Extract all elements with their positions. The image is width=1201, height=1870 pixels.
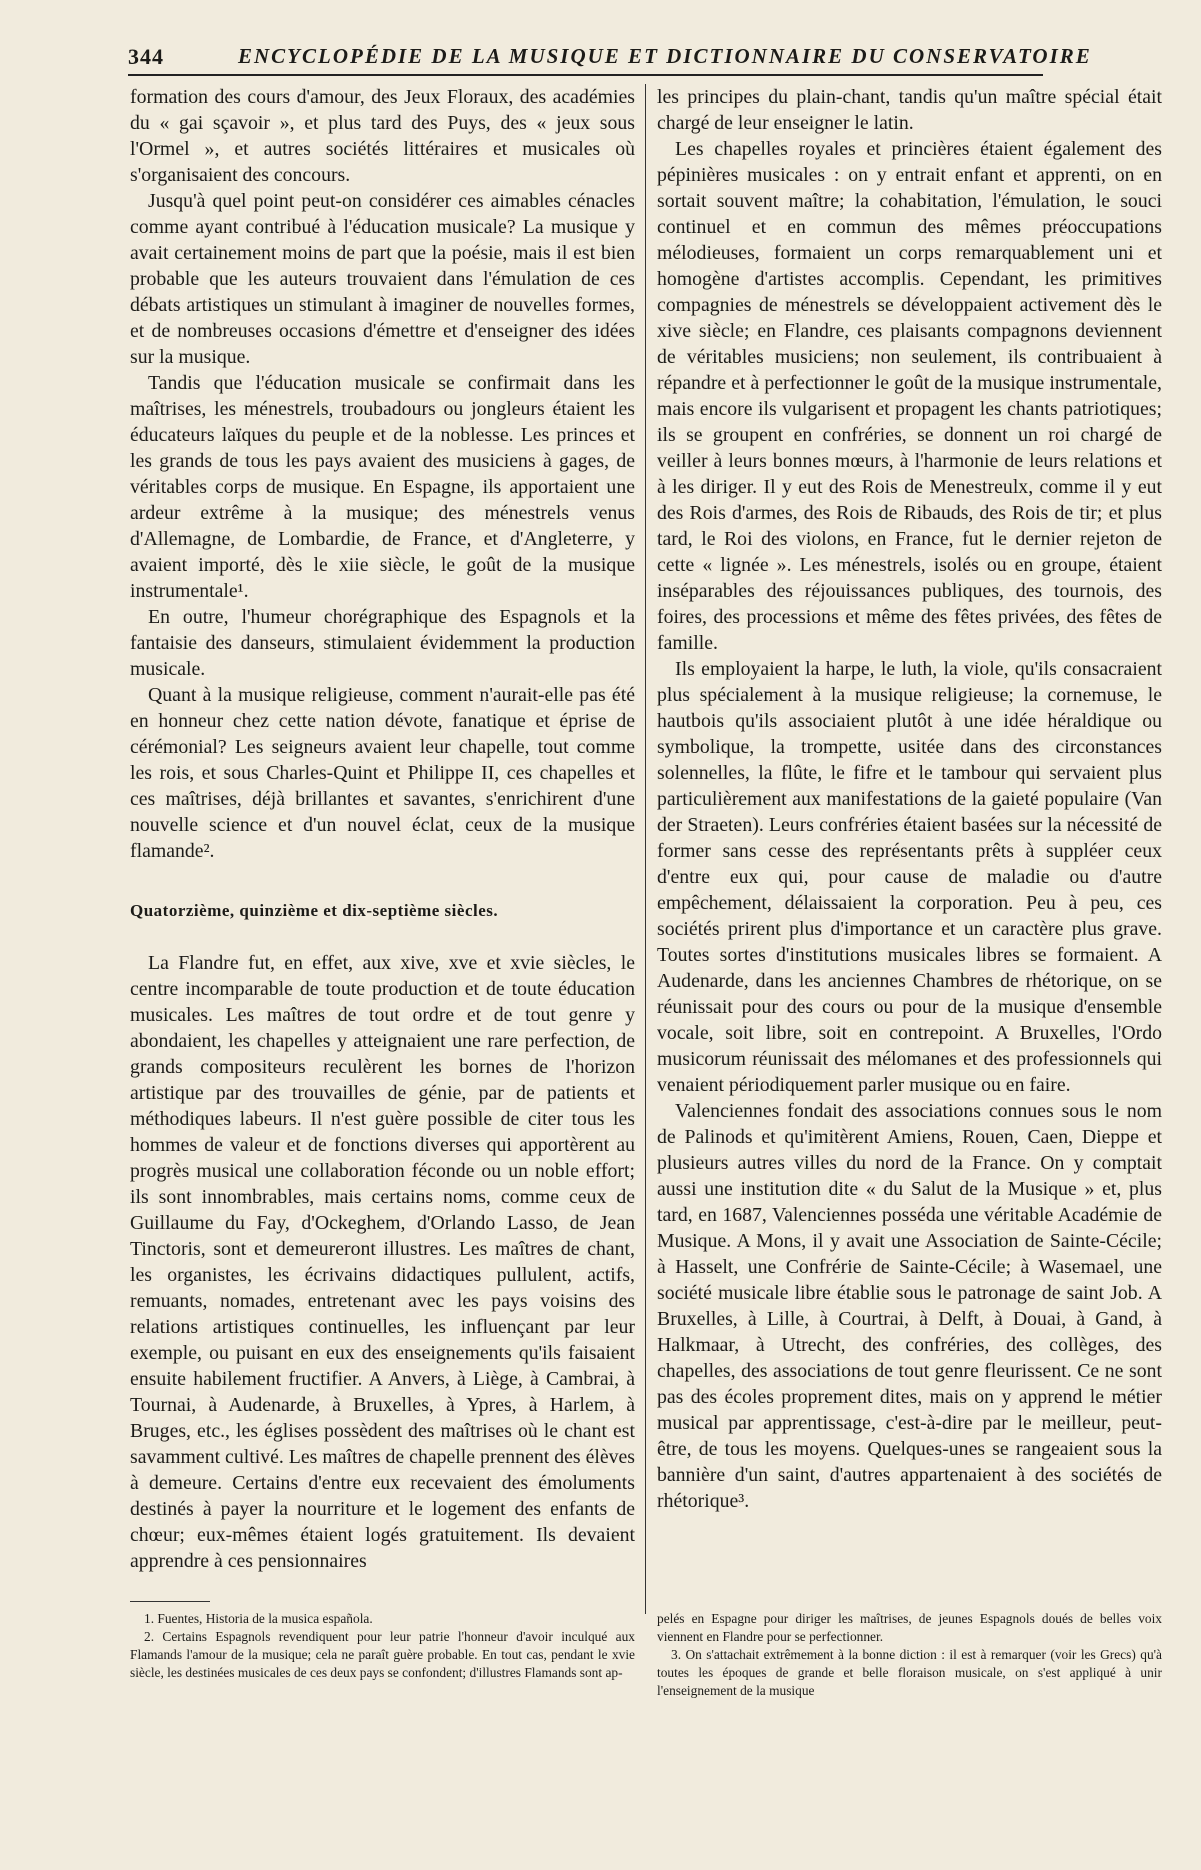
paragraph: Valenciennes fondait des associations connues sous le nom de Palinods et qu'imitèrent Amiens, Rouen, Caen, Dieppe et plusieurs autres villes du nord de la France. On y comptait aussi une institution dite « du Salut de la Musique » et, plus tard, en 1687, Valenciennes posséda une véritable Académie de Musique. A Mons, il y avait une Association de Sainte-Cécile; à Hasselt, une Confrérie de Sainte-Cécile; à Wasemael, une société musicale libre établie sous le patronage de saint Job. A Bruxelles, à Lille, à Courtrai, à Delft, à Douai, à Gand, à Halkmaar, à Utrecht, des confréries, des collèges, des chapelles, des associations de tout genre fleurissent. Ce ne sont pas des écoles proprement dites, mais on y apprend le métier musical par apprentissage, c'est-à-dire par le meilleur, peut-être, de tous les moyens. Quelques-unes se rangeaient sous la bannière d'un saint, d'autres appartenaient à des sociétés de rhétorique³. bbox=[657, 1100, 1162, 1512]
running-title: ENCYCLOPÉDIE DE LA MUSIQUE ET DICTIONNAIRE DU CONSERVATOIRE bbox=[238, 44, 1092, 68]
paragraph: Tandis que l'éducation musicale se confirmait dans les maîtrises, les ménestrels, troubadours ou jongleurs étaient les éducateurs laïques du peuple et de la noblesse. Les princes et les grands de tous les pays avaient des musiciens à gages, de véritables corps de musique. En Espagne, ils apportaient une ardeur extrême à la musique; des ménestrels venus d'Allemagne, de Lombardie, de France, et d'Angleterre, y avaient importé, dès le xiie siècle, le goût de la musique instrumentale¹. bbox=[130, 372, 635, 602]
page-header bbox=[128, 42, 1092, 76]
footnote-2: 2. Certains Espagnols revendiquent pour leur patrie l'honneur d'avoir inculqué aux Flamands l'amour de la musique; cela ne paraît guère probable. En tout cas, pendant le xvie siècle, les destinées musicales de ces deux pays se confondent; d'illustres Flamands sont ap- bbox=[130, 1629, 635, 1680]
footnote-2-continued: pelés en Espagne pour diriger les maîtrises, de jeunes Espagnols doués de belles voix viennent en Flandre pour se perfectionner. bbox=[657, 1611, 1162, 1644]
paragraph: En outre, l'humeur chorégraphique des Espagnols et la fantaisie des danseurs, stimulaient évidemment la production musicale. bbox=[130, 606, 635, 680]
paragraph: La Flandre fut, en effet, aux xive, xve et xvie siècles, le centre incomparable de toute production et de toute éducation musicales. Les maîtres de tout ordre et de tout genre y abondaient, les chapelles y atteignaient une rare perfection, de grands compositeurs reculèrent les bornes de l'horizon artistique par des trouvailles de génie, par de patients et méthodiques labeurs. Il n'est guère possible de citer tous les hommes de valeur et de fonctions diverses qui apportèrent au progrès musical une collaboration féconde ou un noble effort; ils sont innombrables, mais certains noms, comme ceux de Guillaume du Fay, d'Ockeghem, d'Orlando Lasso, de Jean Tinctoris, sont et demeureront illustres. Les maîtres de chant, les organistes, les écrivains didactiques pullulent, actifs, remuants, nomades, entretenant avec les pays voisins des relations artistiques continuelles, les influençant par leur exemple, ou puisant en eux des enseignements qu'ils faisaient ensuite habilement fructifier. A Anvers, à Liège, à Cambrai, à Tournai, à Audenarde, à Bruxelles, à Ypres, à Harlem, à Bruges, etc., les églises possèdent des maîtrises où le chant est savamment cultivé. Les maîtres de chapelle prennent des élèves à demeure. Certains d'entre eux recevaient des émoluments destinés à payer la nourriture et le logement des enfants de chœur; eux-mêmes étaient logés gratuitement. Ils devaient apprendre à ces pensionnaires bbox=[130, 952, 635, 1572]
footnote-1: 1. Fuentes, Historia de la musica española. bbox=[144, 1611, 373, 1626]
right-column bbox=[657, 84, 1162, 1514]
paragraph: Ils employaient la harpe, le luth, la viole, qu'ils consacraient plus spécialement à la musique religieuse; la cornemuse, le hautbois qu'ils associaient plutôt à une idée héraldique ou symbolique, la trompette, usitée dans des circonstances solennelles, la flûte, le fifre et le tambour qui servaient plus particulièrement aux manifestations de la gaieté populaire (Van der Straeten). Leurs confréries étaient basées sur la nécessité de former sans cesse des représentants prêts à suppléer ceux d'entre eux qui, pour cause de maladie ou d'autre empêchement, délaissaient la corporation. Peu à peu, ces sociétés prirent plus d'importance et un caractère plus grave. Toutes sortes d'institutions musicales libres se formaient. A Audenarde, dans les anciennes Chambres de rhétorique, on se réunissait pour des cours ou pour de la musique d'ensemble vocale, soit libre, soit en contrepoint. A Bruxelles, l'Ordo musicorum réunissait des mélomanes et des professionnels qui venaient périodiquement parler musique ou en faire. bbox=[657, 658, 1162, 1096]
column-divider bbox=[645, 84, 646, 1614]
footnote-3: 3. On s'attachait extrêmement à la bonne diction : il est à remarquer (voir les Grecs) qu'à toutes les époques de grande et belle floraison musicale, on s'est appliqué à unir l'enseignement de la musique bbox=[657, 1647, 1162, 1698]
paragraph: Jusqu'à quel point peut-on considérer ces aimables cénacles comme ayant contribué à l'éducation musicale? La musique y avait certainement moins de part que la poésie, mais il est bien probable que les auteurs trouvaient dans l'émulation de ces débats artistiques un stimulant à imaginer de nouvelles formes, et de nombreuses occasions d'émettre et d'enseigner des idées sur la musique. bbox=[130, 190, 635, 368]
paragraph: formation des cours d'amour, des Jeux Floraux, des académies du « gai sçavoir », et plus tard des Puys, des « jeux sous l'Ormel », et autres sociétés littéraires et musicales où s'organisaient des concours. bbox=[130, 86, 635, 186]
footnote-divider bbox=[130, 1601, 210, 1602]
left-column bbox=[130, 84, 635, 1574]
footnotes-left bbox=[130, 1610, 635, 1682]
footnotes-right bbox=[657, 1610, 1162, 1700]
paragraph: Quant à la musique religieuse, comment n'aurait-elle pas été en honneur chez cette nation dévote, fanatique et éprise de cérémonial? Les seigneurs avaient leur chapelle, tout comme les rois, et sous Charles-Quint et Philippe II, ces chapelles et ces maîtrises, déjà brillantes et savantes, s'enrichirent d'une nouvelle science et d'un nouvel éclat, ceux de la musique flamande². bbox=[130, 684, 635, 862]
section-heading: Quatorzième, quinzième et dix-septième siècles. bbox=[130, 901, 499, 920]
paragraph: les principes du plain-chant, tandis qu'un maître spécial était chargé de leur enseigner le latin. bbox=[657, 86, 1162, 134]
page-number: 344 bbox=[128, 44, 164, 69]
paragraph: Les chapelles royales et princières étaient également des pépinières musicales : on y entrait enfant et apprenti, on en sortait souvent maître; la cohabitation, l'émulation, le souci continuel et en commun des mêmes préoccupations mélodieuses, formaient un corps remarquablement uni et homogène d'artistes accomplis. Cependant, les primitives compagnies de ménestrels se développaient activement dès le xive siècle; en Flandre, ces plaisants compagnons deviennent de véritables musiciens; non seulement, ils contribuaient à répandre et à perfectionner le goût de la musique instrumentale, mais encore ils vulgarisent et propagent les chants patriotiques; ils se groupent en confréries, se donnent un roi chargé de veiller à leurs bonnes mœurs, à l'harmonie de leurs relations et à les diriger. Il y eut des Rois de Menestreulx, comme il y eut des Rois d'armes, des Rois de Ribauds, des Rois de tir; et plus tard, le Roi des violons, en France, fut le dernier rejeton de cette « lignée ». Les ménestrels, isolés ou en groupe, étaient inséparables des réjouissances publiques, des tournois, des foires, des processions et même des fêtes privées, des fêtes de famille. bbox=[657, 138, 1162, 654]
